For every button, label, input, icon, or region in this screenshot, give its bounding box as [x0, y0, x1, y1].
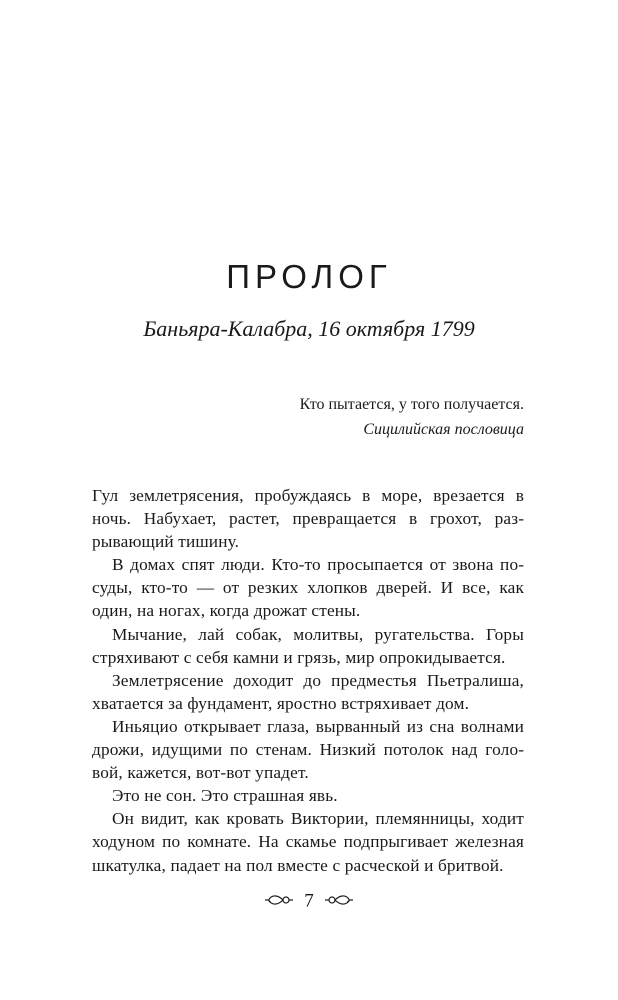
paragraph: Он видит, как кровать Виктории, племянницы, ходит ходуном по комнате. На скамье подпрыгивает железная шкатулка, падает на пол вместе с расческой и бритвой.	[92, 809, 524, 875]
right-ornament-icon	[324, 891, 354, 913]
page-footer	[0, 890, 618, 913]
epigraph	[300, 392, 524, 442]
paragraph: Гул землетрясения, пробуждаясь в море, врезается в ночь. Набухает, растет, превращается в грохот, разрывающий тишину.	[92, 486, 524, 552]
paragraph: Это не сон. Это страшная явь.	[112, 786, 338, 806]
body-text	[92, 484, 524, 877]
paragraph: Мычание, лай собак, молитвы, ругательства. Горы стряхивают с себя камни и грязь, мир опрокидывается.	[92, 624, 524, 667]
epigraph-source: Сицилийская пословица	[363, 421, 524, 438]
epigraph-quote: Кто пытается, у того получается.	[299, 396, 524, 413]
chapter-title: ПРОЛОГ	[226, 258, 392, 295]
paragraph: Землетрясение доходит до предместья Пьетралиша, хватается за фундамент, яростно встряхивает дом.	[92, 670, 524, 713]
paragraph: Иньяцио открывает глаза, вырванный из сна волнами дрожи, идущими по стенам. Низкий потолок над головой, кажется, вот-вот упадет.	[92, 716, 524, 783]
place-date-subtitle: Баньяра-Калабра, 16 октября 1799	[143, 316, 475, 341]
paragraph: В домах спят люди. Кто-то просыпается от звона посуды, кто-то — от резких хлопков дверей. И все, как один, на ногах, когда дрожат стены.	[92, 555, 524, 621]
left-ornament-icon	[264, 891, 294, 913]
page-number: 7	[304, 890, 314, 912]
